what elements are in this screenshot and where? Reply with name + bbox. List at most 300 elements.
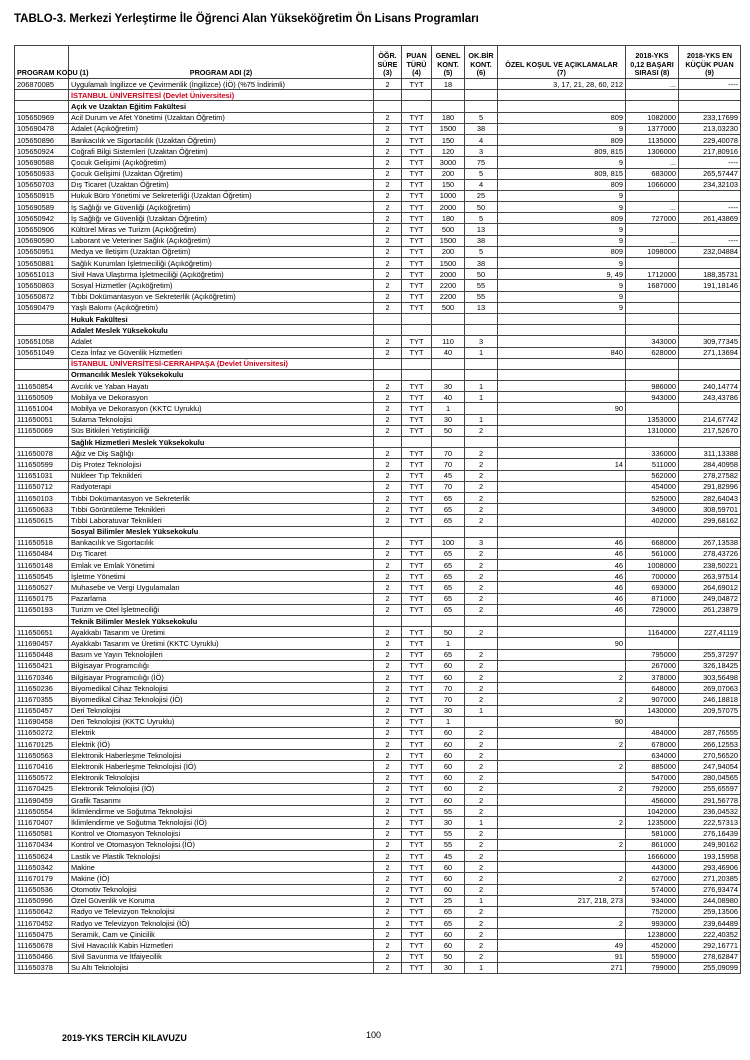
table-row	[15, 604, 741, 615]
cell-genel: 150	[432, 134, 465, 145]
cell-puan: TYT	[402, 168, 432, 179]
cell-code	[15, 101, 69, 112]
cell-genel: 60	[432, 884, 465, 895]
cell-ozel: 2	[498, 761, 626, 772]
cell-sure: 2	[374, 246, 402, 257]
cell-code: 111650236	[15, 683, 69, 694]
cell-puan: TYT	[402, 649, 432, 660]
cell-okbir: 3	[465, 336, 498, 347]
cell-sure: 2	[374, 638, 402, 649]
cell-puan: TYT	[402, 727, 432, 738]
cell-genel: 30	[432, 381, 465, 392]
cell-puan: TYT	[402, 302, 432, 313]
cell-puan: TYT	[402, 940, 432, 951]
table-row	[15, 560, 741, 571]
cell-name: Özel Güvenlik ve Koruma	[69, 895, 374, 906]
cell-code: 111670125	[15, 739, 69, 750]
cell-genel: 40	[432, 392, 465, 403]
cell-ozel: 9	[498, 302, 626, 313]
cell-genel: 60	[432, 772, 465, 783]
table-row	[15, 850, 741, 861]
cell-puan: TYT	[402, 179, 432, 190]
table-row	[15, 168, 741, 179]
cell-name: Turizm ve Otel İşletmeciliği	[69, 604, 374, 615]
cell-sure	[374, 526, 402, 537]
cell-okbir: 2	[465, 918, 498, 929]
cell-sure: 2	[374, 862, 402, 873]
cell-genel: 200	[432, 246, 465, 257]
cell-sure: 2	[374, 302, 402, 313]
cell-basari: 349000	[626, 504, 679, 515]
cell-kucuk: 188,35731	[679, 269, 741, 280]
cell-basari	[626, 313, 679, 324]
cell-code: 105650881	[15, 258, 69, 269]
cell-puan: TYT	[402, 470, 432, 481]
cell-genel: 120	[432, 146, 465, 157]
table-row	[15, 280, 741, 291]
cell-ozel	[498, 448, 626, 459]
cell-puan: TYT	[402, 604, 432, 615]
cell-okbir: 55	[465, 291, 498, 302]
cell-genel	[432, 526, 465, 537]
cell-ozel	[498, 492, 626, 503]
cell-ozel: 90	[498, 403, 626, 414]
cell-puan: TYT	[402, 593, 432, 604]
cell-code	[15, 616, 69, 627]
cell-name: Su Altı Teknolojisi	[69, 962, 374, 973]
cell-sure: 2	[374, 291, 402, 302]
cell-genel	[432, 369, 465, 380]
cell-code: 111650175	[15, 593, 69, 604]
cell-code: 105690590	[15, 235, 69, 246]
cell-basari: 993000	[626, 918, 679, 929]
cell-ozel	[498, 750, 626, 761]
cell-name: Medya ve İletişim (Uzaktan Öğretim)	[69, 246, 374, 257]
cell-puan: TYT	[402, 582, 432, 593]
cell-kucuk: 217,52670	[679, 425, 741, 436]
cell-okbir: 38	[465, 123, 498, 134]
cell-puan: TYT	[402, 414, 432, 425]
cell-code: 111650069	[15, 425, 69, 436]
cell-okbir: 2	[465, 873, 498, 884]
cell-basari: 1666000	[626, 850, 679, 861]
cell-genel: 65	[432, 560, 465, 571]
cell-sure: 2	[374, 716, 402, 727]
cell-okbir	[465, 403, 498, 414]
cell-code: 105650969	[15, 112, 69, 123]
cell-kucuk: 263,97514	[679, 571, 741, 582]
cell-code: 111650518	[15, 537, 69, 548]
cell-kucuk: 217,80916	[679, 146, 741, 157]
cell-sure: 2	[374, 448, 402, 459]
cell-name: Laborant ve Veteriner Sağlık (Açıköğretim)	[69, 235, 374, 246]
cell-puan: TYT	[402, 671, 432, 682]
cell-sure: 2	[374, 146, 402, 157]
cell-puan: TYT	[402, 235, 432, 246]
cell-genel: 60	[432, 873, 465, 884]
cell-okbir: 5	[465, 213, 498, 224]
cell-kucuk	[679, 358, 741, 369]
cell-name: Adalet	[69, 336, 374, 347]
cell-genel: 60	[432, 761, 465, 772]
cell-kucuk: 271,13694	[679, 347, 741, 358]
cell-kucuk: 261,23879	[679, 604, 741, 615]
table-row	[15, 593, 741, 604]
cell-okbir: 75	[465, 157, 498, 168]
cell-ozel: 840	[498, 347, 626, 358]
cell-sure: 2	[374, 705, 402, 716]
cell-okbir: 2	[465, 470, 498, 481]
cell-sure	[374, 369, 402, 380]
cell-genel: 60	[432, 660, 465, 671]
cell-ozel	[498, 481, 626, 492]
table-row	[15, 302, 741, 313]
cell-sure	[374, 358, 402, 369]
table-row	[15, 134, 741, 145]
cell-code: 111650051	[15, 414, 69, 425]
cell-puan: TYT	[402, 123, 432, 134]
cell-okbir: 1	[465, 705, 498, 716]
cell-sure	[374, 313, 402, 324]
page-number: 100	[366, 1030, 382, 1040]
cell-code: 111650475	[15, 929, 69, 940]
cell-ozel	[498, 336, 626, 347]
table-row	[15, 537, 741, 548]
cell-kucuk: 222,57313	[679, 817, 741, 828]
table-row	[15, 515, 741, 526]
cell-sure: 2	[374, 918, 402, 929]
cell-okbir: 2	[465, 492, 498, 503]
cell-sure: 2	[374, 671, 402, 682]
table-row	[15, 906, 741, 917]
cell-name: Diş Protez Teknolojisi	[69, 459, 374, 470]
cell-sure	[374, 437, 402, 448]
cell-ozel: 2	[498, 694, 626, 705]
cell-genel: 55	[432, 806, 465, 817]
cell-kucuk: 238,50221	[679, 560, 741, 571]
cell-puan: TYT	[402, 817, 432, 828]
cell-okbir: 5	[465, 112, 498, 123]
cell-kucuk	[679, 190, 741, 201]
cell-code: 111670452	[15, 918, 69, 929]
cell-basari: 1066000	[626, 179, 679, 190]
cell-basari: 934000	[626, 895, 679, 906]
cell-basari	[626, 224, 679, 235]
cell-genel: 50	[432, 951, 465, 962]
cell-code: 111670434	[15, 839, 69, 850]
cell-code: 105651013	[15, 269, 69, 280]
cell-genel: 2000	[432, 269, 465, 280]
cell-basari: 907000	[626, 694, 679, 705]
cell-kucuk: 265,57447	[679, 168, 741, 179]
cell-genel: 60	[432, 940, 465, 951]
table-row	[15, 571, 741, 582]
cell-okbir	[465, 358, 498, 369]
cell-code: 105650924	[15, 146, 69, 157]
cell-code: 111670416	[15, 761, 69, 772]
cell-code: 111650642	[15, 906, 69, 917]
cell-basari	[626, 190, 679, 201]
cell-code	[15, 90, 69, 101]
cell-kucuk: 311,13388	[679, 448, 741, 459]
table-row	[15, 392, 741, 403]
cell-okbir: 3	[465, 537, 498, 548]
cell-sure: 2	[374, 179, 402, 190]
cell-sure: 2	[374, 660, 402, 671]
cell-puan: TYT	[402, 906, 432, 917]
cell-code: 111650448	[15, 649, 69, 660]
table-row	[15, 459, 741, 470]
cell-genel: 70	[432, 694, 465, 705]
cell-ozel	[498, 683, 626, 694]
cell-puan	[402, 101, 432, 112]
cell-basari: 628000	[626, 347, 679, 358]
cell-name: İklimlendirme ve Soğutma Teknolojisi (İÖ)	[69, 817, 374, 828]
cell-name: Sivil Havacılık Kabin Hizmetleri	[69, 940, 374, 951]
cell-ozel: 2	[498, 817, 626, 828]
cell-ozel	[498, 437, 626, 448]
cell-basari: ...	[626, 79, 679, 90]
cell-ozel: 217, 218, 273	[498, 895, 626, 906]
cell-code: 111670425	[15, 783, 69, 794]
cell-ozel	[498, 850, 626, 861]
university-row	[15, 358, 741, 369]
table-row	[15, 448, 741, 459]
cell-name: Basım ve Yayın Teknolojileri	[69, 649, 374, 660]
cell-kucuk: 291,56778	[679, 795, 741, 806]
cell-genel: 100	[432, 537, 465, 548]
cell-okbir: 1	[465, 962, 498, 973]
cell-sure: 2	[374, 806, 402, 817]
cell-basari: 1082000	[626, 112, 679, 123]
cell-puan: TYT	[402, 862, 432, 873]
cell-ozel: 9	[498, 202, 626, 213]
cell-puan: TYT	[402, 951, 432, 962]
cell-code: 111670179	[15, 873, 69, 884]
cell-kucuk: 278,62847	[679, 951, 741, 962]
cell-code: 111690458	[15, 716, 69, 727]
cell-ozel	[498, 90, 626, 101]
cell-sure: 2	[374, 772, 402, 783]
cell-okbir: 2	[465, 850, 498, 861]
cell-ozel	[498, 806, 626, 817]
cell-genel	[432, 325, 465, 336]
cell-kucuk: 191,18146	[679, 280, 741, 291]
cell-basari: 336000	[626, 448, 679, 459]
col-header-basari: 2018-YKS 0,12 BAŞARI SIRASI (8)	[626, 46, 679, 79]
cell-genel: 70	[432, 481, 465, 492]
cell-genel: 30	[432, 817, 465, 828]
cell-okbir: 2	[465, 593, 498, 604]
cell-ozel: 46	[498, 560, 626, 571]
cell-basari	[626, 638, 679, 649]
cell-sure: 2	[374, 392, 402, 403]
cell-basari: 668000	[626, 537, 679, 548]
cell-kucuk	[679, 291, 741, 302]
cell-puan: TYT	[402, 392, 432, 403]
cell-puan: TYT	[402, 425, 432, 436]
cell-basari: 693000	[626, 582, 679, 593]
cell-name: Biyomedikal Cihaz Teknolojisi (İÖ)	[69, 694, 374, 705]
cell-okbir: 5	[465, 168, 498, 179]
cell-ozel: 2	[498, 839, 626, 850]
table-row	[15, 246, 741, 257]
cell-okbir: 1	[465, 392, 498, 403]
cell-kucuk	[679, 224, 741, 235]
cell-name: Tıbbi Dokümantasyon ve Sekreterlik (Açıköğretim)	[69, 291, 374, 302]
table-row	[15, 951, 741, 962]
table-row	[15, 739, 741, 750]
cell-okbir: 13	[465, 224, 498, 235]
cell-okbir	[465, 638, 498, 649]
cell-okbir	[465, 79, 498, 90]
cell-genel: 500	[432, 224, 465, 235]
cell-basari	[626, 369, 679, 380]
cell-basari: 562000	[626, 470, 679, 481]
cell-puan: TYT	[402, 694, 432, 705]
cell-genel: 2000	[432, 202, 465, 213]
cell-okbir: 2	[465, 906, 498, 917]
cell-okbir: 13	[465, 302, 498, 313]
cell-okbir: 55	[465, 280, 498, 291]
cell-puan	[402, 526, 432, 537]
cell-code	[15, 369, 69, 380]
cell-name: Radyo ve Televizyon Teknolojisi (İÖ)	[69, 918, 374, 929]
table-row	[15, 683, 741, 694]
cell-puan: TYT	[402, 258, 432, 269]
cell-name: Sosyal Hizmetler (Açıköğretim)	[69, 280, 374, 291]
cell-puan: TYT	[402, 850, 432, 861]
cell-basari: 727000	[626, 213, 679, 224]
cell-name: Bilgisayar Programcılığı	[69, 660, 374, 671]
cell-kucuk: 213,03230	[679, 123, 741, 134]
cell-sure: 2	[374, 504, 402, 515]
cell-code: 111650193	[15, 604, 69, 615]
cell-code: 105650872	[15, 291, 69, 302]
cell-code: 111650996	[15, 895, 69, 906]
cell-code: 105651058	[15, 336, 69, 347]
col-header-kucuk: 2018-YKS EN KÜÇÜK PUAN (9)	[679, 46, 741, 79]
cell-name: Elektrik (İÖ)	[69, 739, 374, 750]
cell-genel: 110	[432, 336, 465, 347]
cell-ozel	[498, 425, 626, 436]
cell-puan: TYT	[402, 918, 432, 929]
cell-name: Tıbbi Dokümantasyon ve Sekreterlik	[69, 492, 374, 503]
cell-name: Radyoterapi	[69, 481, 374, 492]
cell-sure: 2	[374, 381, 402, 392]
cell-kucuk: 233,17699	[679, 112, 741, 123]
cell-puan: TYT	[402, 347, 432, 358]
cell-sure: 2	[374, 79, 402, 90]
cell-name: Pazarlama	[69, 593, 374, 604]
cell-okbir: 2	[465, 783, 498, 794]
table-row	[15, 862, 741, 873]
cell-okbir: 2	[465, 761, 498, 772]
cell-code: 111690457	[15, 638, 69, 649]
cell-code: 111650527	[15, 582, 69, 593]
cell-sure	[374, 90, 402, 101]
cell-puan: TYT	[402, 157, 432, 168]
cell-genel: 60	[432, 783, 465, 794]
cell-puan: TYT	[402, 839, 432, 850]
cell-sure: 2	[374, 895, 402, 906]
cell-okbir	[465, 101, 498, 112]
cell-puan: TYT	[402, 459, 432, 470]
cell-name: İklimlendirme ve Soğutma Teknolojisi	[69, 806, 374, 817]
cell-kucuk: ----	[679, 202, 741, 213]
table-header-row	[15, 46, 741, 79]
table-row	[15, 79, 741, 90]
cell-kucuk: 308,59701	[679, 504, 741, 515]
cell-ozel: 809, 815	[498, 168, 626, 179]
cell-ozel	[498, 649, 626, 660]
cell-basari: 402000	[626, 515, 679, 526]
cell-name: Deri Teknolojisi (KKTC Uyruklu)	[69, 716, 374, 727]
cell-okbir: 2	[465, 627, 498, 638]
cell-ozel: 3, 17, 21, 28, 60, 212	[498, 79, 626, 90]
table-row	[15, 470, 741, 481]
table-row	[15, 336, 741, 347]
cell-basari: 627000	[626, 873, 679, 884]
cell-puan: TYT	[402, 448, 432, 459]
table-row	[15, 884, 741, 895]
cell-okbir: 2	[465, 481, 498, 492]
cell-basari: 871000	[626, 593, 679, 604]
cell-kucuk: 266,12553	[679, 739, 741, 750]
cell-okbir: 2	[465, 515, 498, 526]
cell-sure: 2	[374, 739, 402, 750]
cell-kucuk: 239,64489	[679, 918, 741, 929]
cell-okbir: 2	[465, 795, 498, 806]
cell-sure: 2	[374, 336, 402, 347]
cell-basari: 456000	[626, 795, 679, 806]
cell-code	[15, 526, 69, 537]
cell-name: Lastik ve Plastik Teknolojisi	[69, 850, 374, 861]
table-row	[15, 112, 741, 123]
cell-name: Mobilya ve Dekorasyon (KKTC Uyruklu)	[69, 403, 374, 414]
cell-basari: 1430000	[626, 705, 679, 716]
table-row	[15, 828, 741, 839]
table-row	[15, 694, 741, 705]
cell-okbir: 2	[465, 727, 498, 738]
table-row	[15, 727, 741, 738]
cell-genel: 55	[432, 839, 465, 850]
cell-basari	[626, 437, 679, 448]
cell-okbir: 2	[465, 839, 498, 850]
cell-okbir: 50	[465, 269, 498, 280]
cell-basari: 943000	[626, 392, 679, 403]
cell-ozel: 46	[498, 582, 626, 593]
cell-genel: 1	[432, 403, 465, 414]
cell-puan: TYT	[402, 269, 432, 280]
cell-name: Sosyal Bilimler Meslek Yüksekokulu	[69, 526, 374, 537]
cell-kucuk	[679, 302, 741, 313]
cell-sure: 2	[374, 929, 402, 940]
cell-ozel: 809	[498, 213, 626, 224]
cell-kucuk: ----	[679, 235, 741, 246]
cell-kucuk: 247,94054	[679, 761, 741, 772]
cell-sure: 2	[374, 727, 402, 738]
cell-okbir	[465, 90, 498, 101]
cell-name: Çocuk Gelişimi (Uzaktan Öğretim)	[69, 168, 374, 179]
cell-sure: 2	[374, 112, 402, 123]
cell-puan: TYT	[402, 929, 432, 940]
cell-okbir: 2	[465, 739, 498, 750]
cell-code: 111650678	[15, 940, 69, 951]
cell-basari: ...	[626, 157, 679, 168]
cell-basari: 861000	[626, 839, 679, 850]
cell-puan: TYT	[402, 828, 432, 839]
